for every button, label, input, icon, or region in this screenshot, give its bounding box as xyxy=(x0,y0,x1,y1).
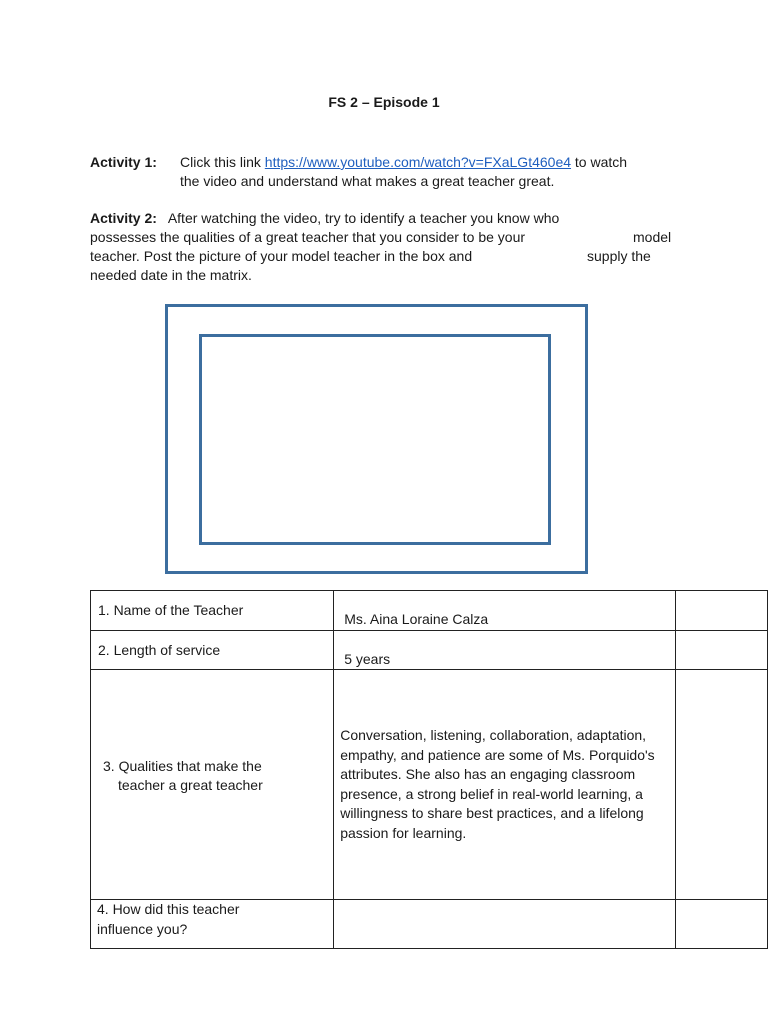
activity-2-line-3-right: supply the xyxy=(587,248,651,264)
activity-1-line-2: the video and understand what makes a great teacher great. xyxy=(180,173,555,189)
activity-1-text-before: Click this link xyxy=(180,154,265,170)
table-row xyxy=(91,900,768,949)
row-3-label-cell xyxy=(91,670,334,900)
document-title: FS 2 – Episode 1 xyxy=(328,94,440,110)
activity-2-line-1: After watching the video, try to identify a teacher you know who xyxy=(167,210,560,226)
row-3-label-line-2: teacher a great teacher xyxy=(118,777,263,793)
activity-1-label: Activity 1: xyxy=(90,154,157,170)
row-4-label-line-2: influence you? xyxy=(97,920,188,937)
activity-1-text-after: to watch xyxy=(571,154,628,170)
picture-box xyxy=(199,334,551,545)
activity-2-line-3: teacher. Post the picture of your model teacher in the box and xyxy=(90,248,473,264)
teacher-name-value: Ms. Aina Loraine Calza xyxy=(344,611,489,627)
activity-2 xyxy=(90,209,675,285)
row-3-value-cell xyxy=(334,670,676,900)
activity-2-label: Activity 2: xyxy=(90,210,157,226)
activity-2-line-4: needed date in the matrix. xyxy=(90,267,252,283)
row-4-extra-cell xyxy=(675,900,767,949)
activity-2-line-2: possesses the qualities of a great teacher that you consider to be your xyxy=(90,229,526,245)
row-1-extra-cell xyxy=(675,591,767,631)
activity-1-body xyxy=(180,153,680,191)
table-row xyxy=(91,630,768,670)
row-4-label-line-1: 4. How did this teacher xyxy=(97,901,240,917)
row-2-label-cell xyxy=(91,630,334,670)
row-4-label-cell xyxy=(91,900,334,949)
row-2-label: 2. Length of service xyxy=(98,641,221,658)
youtube-link[interactable]: https://www.youtube.com/watch?v=FXaLGt460e4 xyxy=(264,154,572,170)
teacher-matrix xyxy=(90,590,768,949)
row-2-value-cell xyxy=(334,630,676,670)
row-3-label-line-1: 3. Qualities that make the xyxy=(103,757,262,774)
length-of-service-value: 5 years xyxy=(344,650,391,667)
activity-2-line-2-right: model xyxy=(633,229,672,245)
row-2-extra-cell xyxy=(675,630,767,670)
row-1-value-cell xyxy=(334,591,676,631)
row-1-label: 1. Name of the Teacher xyxy=(98,602,244,618)
table-row xyxy=(91,670,768,900)
row-1-label-cell xyxy=(91,591,334,631)
table-row xyxy=(91,591,768,631)
row-3-extra-cell xyxy=(675,670,767,900)
qualities-value: Conversation, listening, collaboration, adaptation, empathy, and patience are some of Ms. Porquido's attributes. She also has an engaging classroom presence, a strong belief in real-world learning, a willingness to share best practices, and a lifelong passion for learning. xyxy=(340,727,655,841)
row-4-value-cell xyxy=(334,900,676,949)
